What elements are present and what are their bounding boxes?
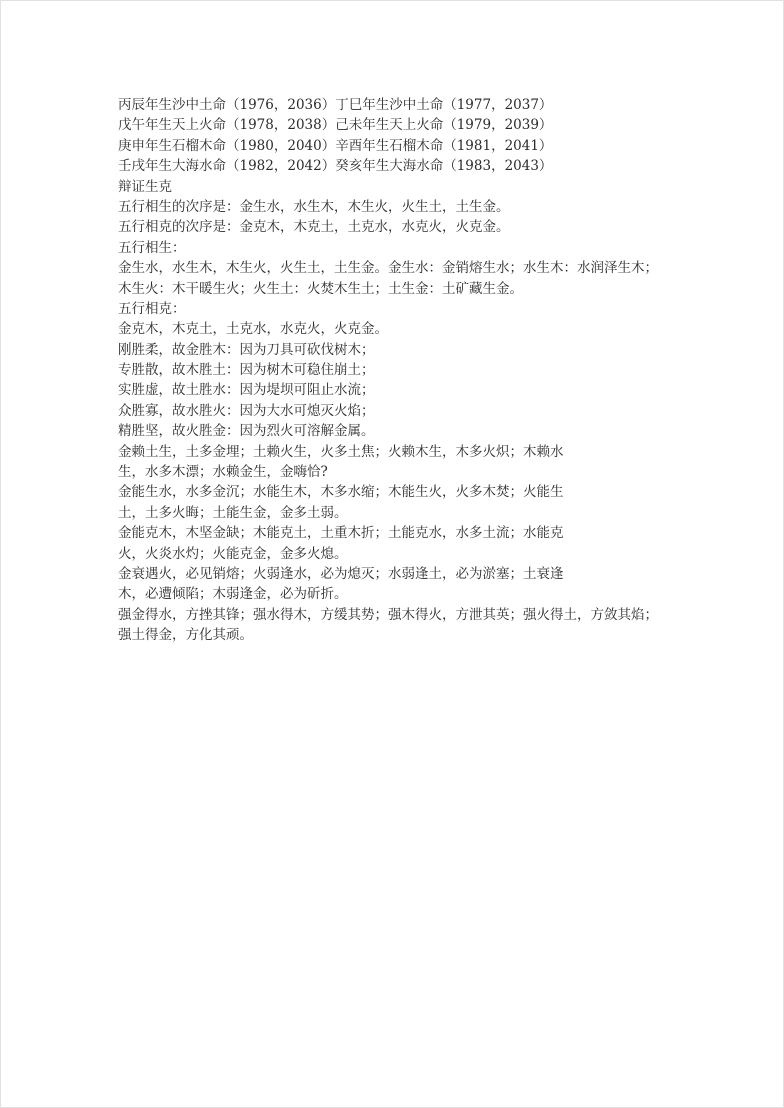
restriction-reason-1: 刚胜柔，故金胜木：因为刀具可砍伐树木；	[118, 341, 375, 358]
counter-restriction-line-2: 火，火炎水灼；火能克金，金多火熄。	[118, 545, 348, 562]
strength-line-2: 强土得金，方化其顽。	[118, 627, 253, 644]
weakness-line-2: 木，必遭倾陷；木弱逢金，必为斫折。	[118, 586, 348, 603]
counter-restriction-line-1: 金能克木，木坚金缺；木能克土，土重木折；土能克水，水多土流；水能克	[118, 525, 564, 542]
nayin-line-2: 戊午年生天上火命（1978，2038）己未年生天上火命（1979，2039）	[118, 117, 553, 134]
section-heading-restriction: 五行相克：	[118, 300, 186, 317]
nayin-line-1: 丙辰年生沙中土命（1976，2036）丁巳年生沙中土命（1977，2037）	[118, 97, 553, 113]
strength-line-1: 强金得水，方挫其锋；强水得木，方缓其势；强木得火，方泄其英；强火得土，方敛其焰；	[118, 606, 658, 623]
restriction-reason-5: 精胜坚，故火胜金：因为烈火可溶解金属。	[118, 423, 375, 440]
nayin-line-4: 壬戌年生大海水命（1982，2042）癸亥年生大海水命（1983，2043）	[118, 158, 553, 175]
restriction-order: 五行相克的次序是：金克木，木克土，土克水，水克火，火克金。	[118, 219, 510, 236]
nayin-line-3: 庚申年生石榴木命（1980，2040）辛酉年生石榴木命（1981，2041）	[118, 137, 553, 154]
document-body	[118, 95, 678, 646]
section-heading-generation: 五行相生：	[118, 239, 186, 256]
generation-order: 五行相生的次序是：金生水，水生木，木生火，火生土，土生金。	[118, 198, 510, 215]
restriction-reason-3: 实胜虚，故土胜水：因为堤坝可阻止水流；	[118, 382, 375, 399]
restriction-reason-4: 众胜寡，故水胜火：因为大水可熄灭火焰；	[118, 402, 375, 419]
restriction-summary: 金克木，木克土，土克水，水克火，火克金。	[118, 321, 388, 338]
section-heading-dialectic: 辩证生克	[118, 178, 172, 195]
dependence-line-2: 生，水多木漂；水赖金生，金嗨恰?	[118, 464, 328, 481]
restriction-reason-2: 专胜散，故木胜土：因为树木可稳住崩土；	[118, 362, 375, 379]
excess-generation-line-1: 金能生水，水多金沉；水能生木，木多水缩；木能生火，火多木焚；火能生	[118, 484, 564, 501]
generation-detail-1: 金生水，水生木，木生火，火生土，土生金。金生水：金销熔生水；水生木：水润泽生木；	[118, 260, 658, 277]
dependence-line-1: 金赖土生，土多金埋；土赖火生，火多土焦；火赖木生，木多火炽；木赖水	[118, 443, 564, 460]
generation-detail-2: 木生火：木干暖生火；火生土：火焚木生土；土生金：土矿藏生金。	[118, 280, 523, 297]
weakness-line-1: 金衰遇火，必见销熔；火弱逢水，必为熄灭；水弱逢土，必为淤塞；土衰逢	[118, 565, 564, 582]
excess-generation-line-2: 土，土多火晦；土能生金，金多土弱。	[118, 504, 348, 521]
